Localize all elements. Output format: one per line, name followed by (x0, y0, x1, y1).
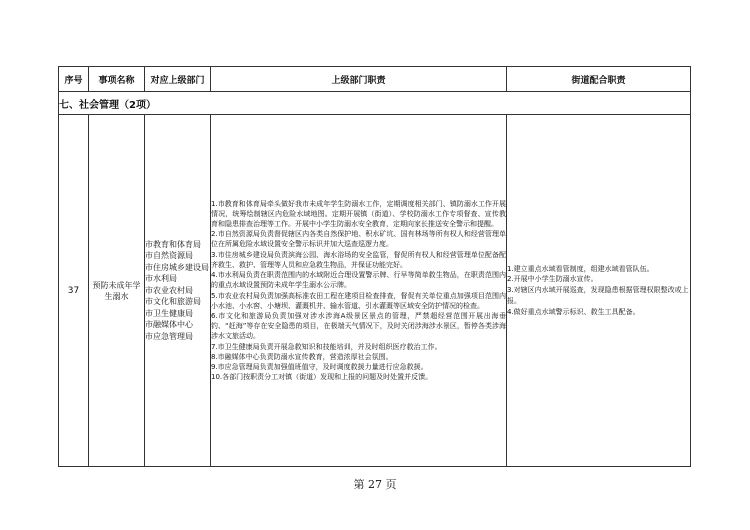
row-street-cooperation (507, 115, 691, 467)
duties-table (58, 66, 691, 467)
department-item: 市文化和旅游局 (145, 297, 201, 307)
row-number: 37 (59, 115, 89, 467)
row-item-name: 预防未成年学生溺水 (89, 115, 145, 467)
cooperation-item: 3.对辖区内水域开展巡查，发现隐患根据管理权限整改或上报。 (507, 286, 689, 305)
duty-item: 1.市教育和体育局牵头做好我市未成年学生防溺水工作，定期调度相关部门、镇防溺水工作开展情况，统筹绘制辖区内危险水域地图。定期开展镇（街道）、学校防溺水工作专项督查、宣传教育和隐患排查治理等工作。开展中小学生防溺水安全教育，定期向家长推送安全警示和提醒。 (211, 199, 506, 229)
department-item: 市农业农村局 (145, 285, 193, 295)
duty-item: 10.各部门按职责分工对镇（街道）发现和上报的问题及时处置并反馈。 (211, 373, 433, 382)
department-item: 市教育和体育局 (145, 239, 201, 249)
header-department-duties: 上级部门职责 (211, 67, 507, 92)
table-row (59, 115, 691, 467)
duty-item: 9.市应急管理局负责加强值班值守，及时调度救援力量进行应急救援。 (211, 362, 428, 371)
header-department: 对应上级部门 (145, 67, 211, 92)
duty-item: 6.市文化和旅游局负责加强对涉水涉海A级景区景点的管理，严禁超经营范围开展出海垂钓、“赶海”等存在安全隐患的项目，在极端天气情况下，及时关闭涉海涉水景区，暂停各类涉海涉水文旅活动。 (211, 311, 506, 341)
department-item: 市水利局 (145, 274, 177, 284)
duty-item: 4.市水利局负责在职责范围内的水域附近合理设置警示牌、行早等简单救生物品，在职责范围内的重点水域设置预防未成年学生溺水公示牌。 (211, 271, 506, 290)
duty-item: 8.市融媒体中心负责防溺水宣传教育，营造浓厚社会氛围。 (211, 352, 393, 361)
section-row (59, 92, 691, 115)
section-title: 七、社会管理（2项） (59, 92, 691, 115)
department-item: 市住房城乡建设局 (145, 262, 209, 272)
duty-item: 3.市住房城乡建设局负责滨海公园、海水浴场的安全监管，督促所有权人和经营管理单位配备配齐救生、救护、管理等人员和应急救生物品，并保证功能完好。 (211, 250, 506, 269)
row-department-duties (211, 115, 507, 467)
header-number: 序号 (59, 67, 89, 92)
header-row (59, 67, 691, 92)
row-departments (145, 115, 211, 467)
duty-item: 7.市卫生健康局负责开展急救知识和技能培训，并及时组织医疗救治工作。 (211, 342, 442, 351)
cooperation-item: 1.建立重点水域看管制度，组建水域看管队伍。 (507, 264, 654, 273)
duty-item: 2.市自然资源局负责督促辖区内各类自然保护地、积水矿坑、国有林场等所有权人和经营管理单位在所属危险水域设置安全警示标识并加大巡查巡逻力度。 (211, 230, 506, 249)
department-item: 市卫生健康局 (145, 308, 193, 318)
department-item: 市融媒体中心 (145, 320, 193, 330)
department-item: 市应急管理局 (145, 331, 193, 341)
duty-item: 5.市农业农村局负责加强高标准农田工程在建项目检查排查，督促有关单位重点加强项目范围内小水池、小水窖、小塘坝、灌溉机井、输水管道、引水灌溉等区域安全防护情况的检查。 (211, 291, 506, 310)
cooperation-item: 2.开展中小学生防溺水宣传。 (507, 275, 598, 284)
department-item: 市自然资源局 (145, 251, 193, 261)
page-number: 第 27 页 (353, 478, 397, 491)
header-street-cooperation: 街道配合职责 (507, 67, 691, 92)
header-item-name: 事项名称 (89, 67, 145, 92)
cooperation-item: 4.做好重点水域警示标识、救生工具配备。 (507, 307, 640, 316)
